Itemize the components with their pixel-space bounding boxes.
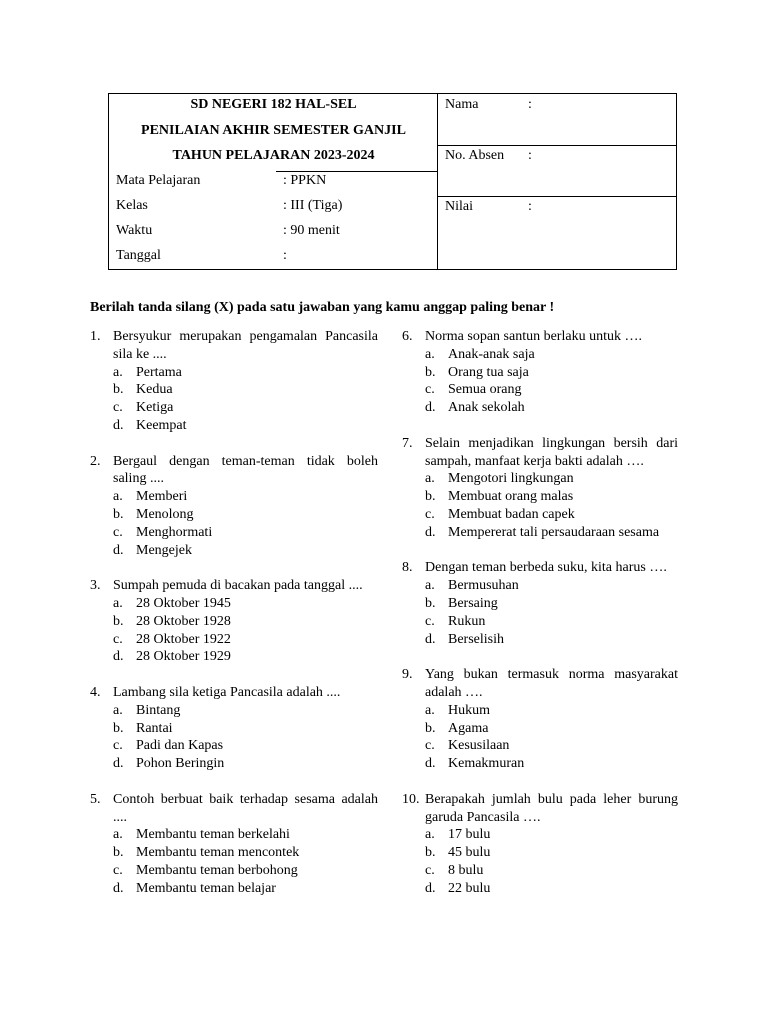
option-text: Kesusilaan (448, 738, 510, 754)
field-divider (438, 196, 677, 197)
answer-option[interactable] (425, 346, 678, 364)
option-text: 22 bulu (448, 880, 491, 896)
option-text: Keempat (136, 417, 187, 433)
option-letter: a. (113, 364, 123, 380)
question-text: Yang bukan termasuk norma masyarakat adalah …. (425, 667, 678, 700)
option-text: Rantai (136, 720, 173, 736)
answer-options (425, 826, 678, 897)
option-letter: a. (113, 827, 123, 843)
field-label: No. Absen (445, 148, 505, 163)
question-number: 4. (90, 684, 101, 700)
answer-option[interactable] (113, 648, 378, 666)
field-colon: : (528, 199, 532, 214)
answer-options (425, 702, 678, 773)
answer-option[interactable] (113, 702, 378, 720)
answer-option[interactable] (425, 524, 678, 542)
option-text: Orang tua saja (448, 364, 529, 380)
option-text: 8 bulu (448, 862, 484, 878)
question-text: Dengan teman berbeda suku, kita harus …. (425, 560, 667, 576)
answer-option[interactable] (425, 755, 678, 773)
field-divider (438, 145, 677, 146)
question-number: 2. (90, 453, 101, 469)
answer-option[interactable] (113, 755, 378, 773)
answer-option[interactable] (113, 381, 378, 399)
option-text: Anak-anak saja (448, 346, 535, 362)
answer-option[interactable] (113, 364, 378, 382)
question-number: 3. (90, 578, 101, 594)
answer-option[interactable] (425, 737, 678, 755)
option-letter: b. (425, 720, 436, 736)
answer-option[interactable] (425, 595, 678, 613)
question-item (402, 328, 678, 417)
option-letter: a. (425, 471, 435, 487)
option-letter: c. (425, 382, 435, 398)
info-label: Tanggal (116, 248, 161, 263)
option-letter: d. (425, 524, 436, 540)
question-text: Norma sopan santun berlaku untuk …. (425, 329, 642, 344)
option-text: Agama (448, 720, 489, 736)
option-text: 28 Oktober 1945 (136, 595, 231, 611)
option-text: 28 Oktober 1922 (136, 631, 231, 647)
question-item (402, 559, 678, 648)
option-letter: d. (113, 649, 124, 665)
option-letter: a. (425, 702, 435, 718)
option-text: Hukum (448, 702, 490, 718)
answer-option[interactable] (113, 737, 378, 755)
answer-option[interactable] (425, 488, 678, 506)
option-letter: a. (425, 827, 435, 843)
info-label: Kelas (116, 198, 148, 213)
question-number: 1. (90, 329, 101, 344)
option-text: Memberi (136, 489, 188, 505)
option-letter: d. (425, 400, 436, 416)
question-number: 7. (402, 435, 413, 451)
option-text: Bintang (136, 702, 181, 718)
answer-options (113, 702, 378, 773)
question-number: 6. (402, 329, 413, 344)
option-letter: c. (113, 631, 123, 647)
question-text: Bersyukur merupakan pengamalan Pancasila sila ke .... (113, 329, 378, 362)
info-label: Mata Pelajaran (116, 173, 201, 188)
question-item (402, 666, 678, 773)
answer-option[interactable] (113, 720, 378, 738)
answer-option[interactable] (113, 826, 378, 844)
answer-option[interactable] (425, 880, 678, 898)
answer-option[interactable] (113, 844, 378, 862)
question-item (402, 435, 678, 542)
option-text: Semua orang (448, 382, 522, 398)
option-letter: b. (113, 382, 124, 398)
option-letter: b. (113, 613, 124, 629)
option-text: 17 bulu (448, 827, 491, 843)
option-text: 28 Oktober 1929 (136, 649, 231, 665)
question-item (90, 453, 378, 560)
option-letter: d. (425, 756, 436, 772)
option-letter: c. (113, 400, 123, 416)
field-colon: : (528, 97, 532, 112)
option-letter: d. (425, 631, 436, 647)
info-label: Waktu (116, 223, 153, 238)
option-letter: c. (113, 524, 123, 540)
field-label: Nama (445, 97, 479, 112)
info-value: : PPKN (283, 173, 327, 188)
answer-option[interactable] (425, 470, 678, 488)
info-value: : (283, 248, 287, 263)
option-text: Pertama (136, 364, 182, 380)
option-text: Rukun (448, 613, 486, 629)
option-letter: b. (113, 506, 124, 522)
answer-option[interactable] (425, 399, 678, 417)
option-letter: a. (425, 578, 435, 594)
questions-column-left (90, 328, 378, 915)
option-text: 45 bulu (448, 845, 491, 861)
info-value: : 90 menit (283, 223, 340, 238)
option-text: Pohon Beringin (136, 756, 225, 772)
question-number: 9. (402, 667, 413, 683)
answer-option[interactable] (113, 417, 378, 435)
option-letter: c. (113, 738, 123, 754)
option-letter: c. (425, 862, 435, 878)
question-item (90, 684, 378, 773)
answer-option[interactable] (425, 702, 678, 720)
answer-option[interactable] (425, 506, 678, 524)
field-label: Nilai (445, 199, 473, 214)
option-text: Bermusuhan (448, 578, 519, 594)
question-item (402, 791, 678, 898)
answer-option[interactable] (425, 844, 678, 862)
field-colon: : (528, 148, 532, 163)
header-right-panel (438, 94, 677, 269)
option-text: Kedua (136, 382, 173, 398)
option-text: Membuat badan capek (448, 506, 575, 522)
question-text: Contoh berbuat baik terhadap sesama adalah .... (113, 791, 378, 825)
answer-option[interactable] (113, 488, 378, 506)
answer-option[interactable] (113, 862, 378, 880)
question-text: Bergaul dengan teman-teman tidak boleh saling .... (113, 453, 378, 487)
option-letter: a. (425, 346, 435, 362)
exam-header-table (108, 93, 677, 270)
school-name: SD NEGERI 182 HAL-SEL (190, 97, 357, 112)
question-text: Sumpah pemuda di bacakan pada tanggal .... (113, 578, 363, 594)
answer-options (113, 595, 378, 666)
exam-title: PENILAIAN AKHIR SEMESTER GANJIL (141, 123, 406, 138)
option-text: Membuat orang malas (448, 489, 574, 505)
option-letter: c. (425, 506, 435, 522)
question-number: 10. (402, 791, 420, 807)
option-text: 28 Oktober 1928 (136, 613, 231, 629)
answer-option[interactable] (113, 524, 378, 542)
option-letter: d. (113, 542, 124, 558)
answer-option[interactable] (113, 542, 378, 560)
option-letter: d. (113, 756, 124, 772)
option-text: Anak sekolah (448, 400, 525, 416)
option-text: Bersaing (448, 595, 498, 611)
option-text: Ketiga (136, 400, 174, 416)
info-value: : III (Tiga) (283, 198, 343, 213)
option-text: Menghormati (136, 524, 213, 540)
answer-option[interactable] (425, 826, 678, 844)
answer-option[interactable] (113, 595, 378, 613)
answer-options (113, 826, 378, 897)
answer-option[interactable] (113, 880, 378, 898)
option-letter: c. (425, 613, 435, 629)
option-letter: a. (113, 595, 123, 611)
question-number: 5. (90, 791, 101, 807)
option-text: Menolong (136, 506, 194, 522)
answer-option[interactable] (425, 364, 678, 382)
question-text: Berapakah jumlah bulu pada leher burung garuda Pancasila …. (425, 791, 678, 825)
option-letter: b. (425, 845, 436, 861)
option-letter: d. (113, 417, 124, 433)
question-text: Lambang sila ketiga Pancasila adalah .... (113, 684, 341, 700)
answer-options (425, 346, 678, 417)
answer-option[interactable] (425, 577, 678, 595)
instruction-text: Berilah tanda silang (X) pada satu jawaban yang kamu anggap paling benar ! (90, 300, 555, 315)
question-item (90, 328, 378, 435)
option-letter: d. (113, 880, 124, 896)
answer-option[interactable] (425, 720, 678, 738)
option-text: Berselisih (448, 631, 504, 647)
answer-option[interactable] (113, 506, 378, 524)
answer-options (113, 364, 378, 435)
answer-options (113, 488, 378, 559)
option-letter: b. (113, 720, 124, 736)
option-text: Mengejek (136, 542, 192, 558)
option-letter: d. (425, 880, 436, 896)
answer-option[interactable] (113, 399, 378, 417)
question-item (90, 577, 378, 666)
question-text: Selain menjadikan lingkungan bersih dari sampah, manfaat kerja bakti adalah …. (425, 435, 678, 469)
option-letter: c. (425, 738, 435, 754)
answer-options (425, 470, 678, 541)
answer-option[interactable] (425, 862, 678, 880)
option-text: Kemakmuran (448, 756, 525, 772)
answer-option[interactable] (113, 613, 378, 631)
option-letter: c. (113, 862, 123, 878)
option-letter: b. (113, 845, 124, 861)
option-text: Padi dan Kapas (136, 738, 224, 754)
question-number: 8. (402, 560, 413, 576)
answer-option[interactable] (113, 631, 378, 649)
option-letter: a. (113, 489, 123, 505)
answer-option[interactable] (425, 631, 678, 649)
option-text: Mempererat tali persaudaraan sesama (448, 524, 660, 540)
questions-column-right (402, 328, 678, 915)
academic-year: TAHUN PELAJARAN 2023-2024 (172, 148, 375, 163)
answer-options (425, 577, 678, 648)
answer-option[interactable] (425, 613, 678, 631)
option-letter: b. (425, 595, 436, 611)
option-letter: b. (425, 489, 436, 505)
option-text: Membantu teman berbohong (136, 862, 298, 878)
option-text: Membantu teman belajar (136, 880, 276, 896)
header-left-panel (109, 94, 438, 269)
option-letter: b. (425, 364, 436, 380)
option-text: Membantu teman berkelahi (136, 827, 290, 843)
question-item (90, 791, 378, 898)
option-text: Mengotori lingkungan (448, 471, 574, 487)
answer-option[interactable] (425, 381, 678, 399)
option-letter: a. (113, 702, 123, 718)
option-text: Membantu teman mencontek (136, 845, 300, 861)
